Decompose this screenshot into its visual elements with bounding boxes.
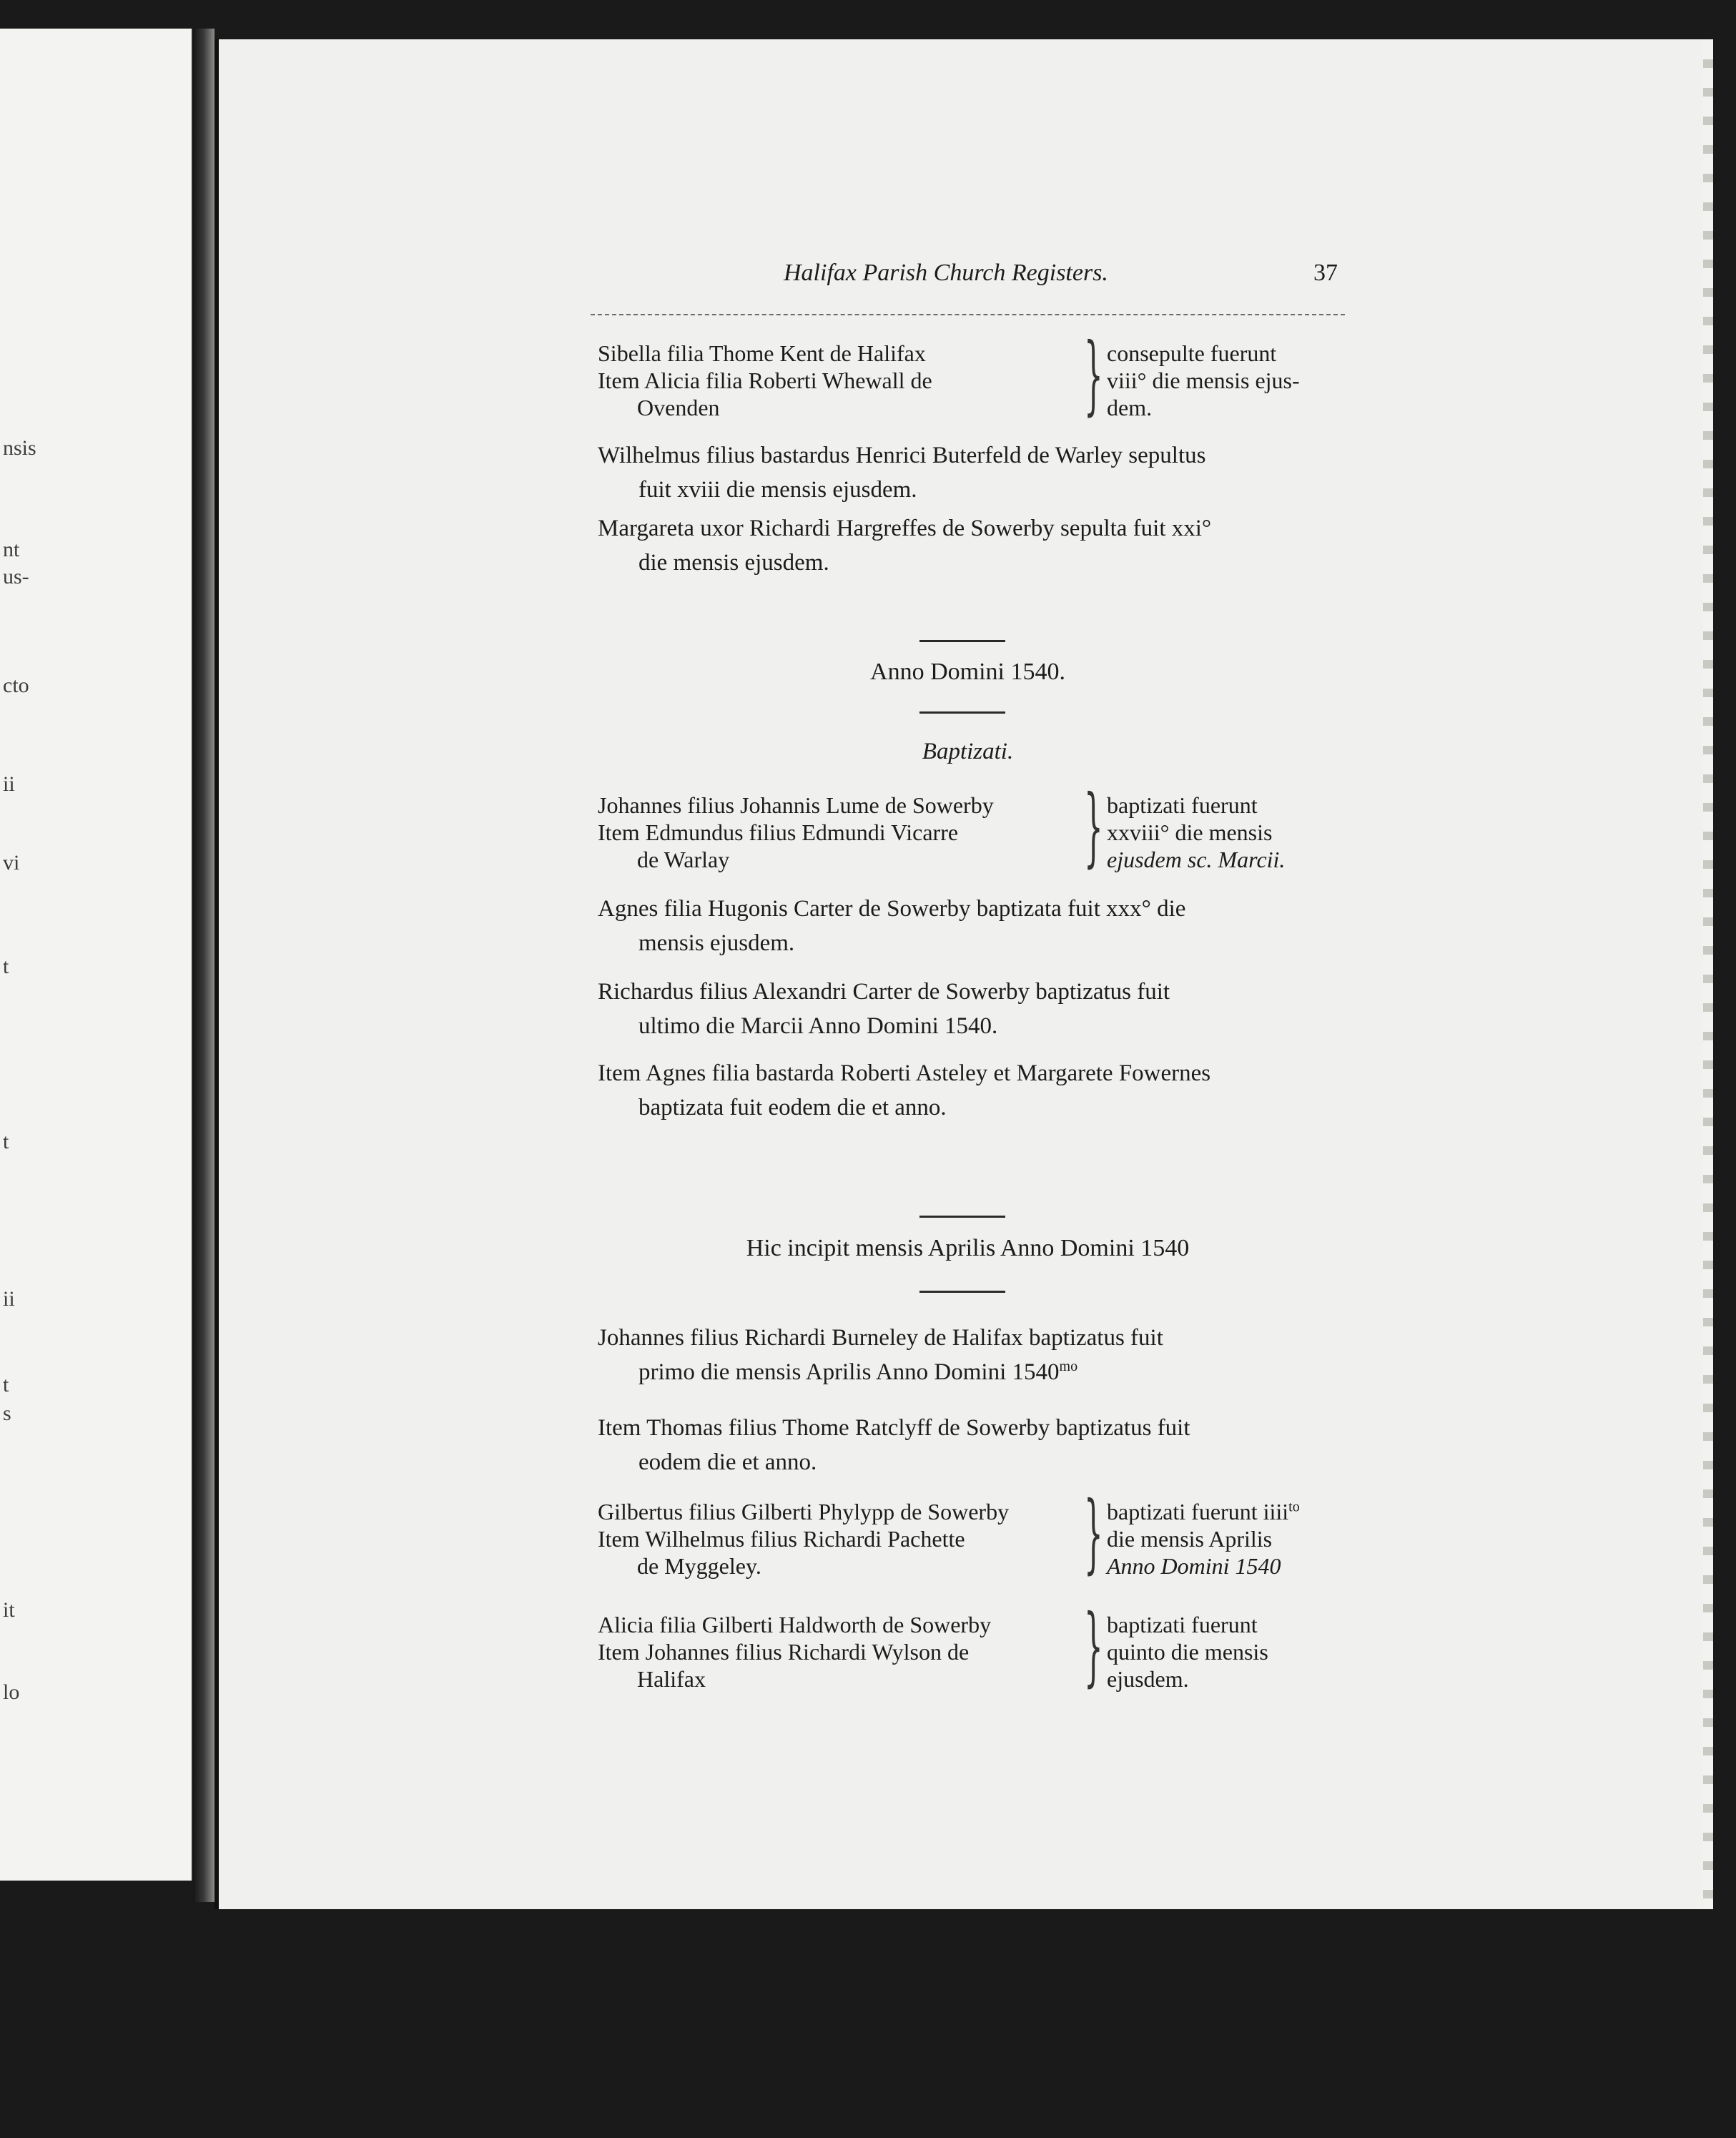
left-page-fragment: vi (3, 851, 20, 875)
register-entry (598, 1321, 1341, 1389)
entry-line: Johannes filius Richardi Burneley de Halifax baptizatus fuit (598, 1325, 1163, 1351)
entry-names (598, 340, 1084, 421)
left-page-fragment: ii (3, 1287, 15, 1311)
entry-verdict (1107, 792, 1345, 873)
verdict-line: Anno Domini 1540 (1107, 1553, 1281, 1579)
entry-line: eodem die et anno. (638, 1449, 817, 1475)
entry-line: Sibella filia Thome Kent de Halifax (598, 340, 926, 366)
left-page-fragment: nt (3, 538, 20, 561)
left-page-fragment: nsis (3, 436, 36, 460)
verdict-line: quinto die mensis (1107, 1639, 1268, 1665)
page-number: 37 (1313, 260, 1338, 286)
running-title: Halifax Parish Church Registers. (784, 260, 1108, 286)
entry-line: Halifax (637, 1666, 706, 1692)
section-rule (919, 711, 1005, 714)
entry-line: Alicia filia Gilberti Haldworth de Sowerby (598, 1612, 992, 1637)
section-rule (919, 1291, 1005, 1293)
verdict-line: viii° die mensis ejus- (1107, 368, 1300, 393)
entry-line: de Myggeley. (637, 1553, 761, 1579)
book-gutter (193, 29, 214, 1902)
register-entry (598, 975, 1341, 1043)
brace-glyph: } (1084, 777, 1103, 877)
entry-line: Item Wilhelmus filius Richardi Pachette (598, 1526, 965, 1552)
entry-line: primo die mensis Aprilis Anno Domini $1540^{mo}$ (638, 1359, 1078, 1385)
entry-line: baptizata fuit eodem die et anno. (638, 1095, 947, 1120)
right-page (214, 39, 1713, 1909)
register-entry (598, 511, 1341, 580)
entry-line: die mensis ejusdem. (638, 550, 829, 576)
entry-verdict (1107, 1611, 1345, 1693)
register-entry (598, 1411, 1341, 1479)
entry-line: Item Johannes filius Richardi Wylson de (598, 1639, 970, 1665)
section-heading: Anno Domini 1540. (870, 659, 1065, 685)
entry-line: de Warlay (637, 847, 730, 872)
verdict-line: ejusdem sc. Marcii. (1107, 847, 1286, 872)
section-heading: Hic incipit mensis Aprilis Anno Domini 1540 (746, 1235, 1190, 1261)
verdict-line: baptizati fuerunt (1107, 1612, 1258, 1637)
entry-line: Item Thomas filius Thome Ratclyff de Sowerby baptizatus fuit (598, 1415, 1190, 1441)
section-rule (919, 1216, 1005, 1218)
left-page-fragment: t (3, 1130, 9, 1153)
entry-line: Item Edmundus filius Edmundi Vicarre (598, 819, 959, 845)
brace-glyph: } (1084, 1484, 1103, 1583)
entry-names (598, 1498, 1084, 1580)
entry-line: Item Alicia filia Roberti Whewall de (598, 368, 932, 393)
verdict-line: die mensis Aprilis (1107, 1526, 1273, 1552)
brace-glyph: } (1084, 325, 1103, 425)
entry-line: Richardus filius Alexandri Carter de Sowerby baptizatus fuit (598, 979, 1170, 1005)
verdict-line: baptizati fuerunt (1107, 792, 1258, 818)
entry-names (598, 1611, 1084, 1693)
entry-line: Johannes filius Johannis Lume de Sowerby (598, 792, 994, 818)
left-page-fragment: cto (3, 674, 29, 697)
verdict-line: consepulte fuerunt (1107, 340, 1277, 366)
entry-verdict (1107, 1498, 1345, 1580)
sub-heading: Baptizati. (922, 739, 1014, 764)
left-page-edge (0, 29, 194, 1881)
entry-line: Item Agnes filia bastarda Roberti Asteley et Margarete Fowernes (598, 1060, 1211, 1086)
entry-line: Wilhelmus filius bastardus Henrici Buterfeld de Warley sepultus (598, 443, 1206, 468)
verdict-line: baptizati fuerunt iiii$^{to}$ (1107, 1499, 1300, 1524)
entry-line: Ovenden (637, 395, 720, 420)
entry-verdict (1107, 340, 1345, 421)
verdict-line: dem. (1107, 395, 1153, 420)
register-entry (598, 892, 1341, 960)
left-page-fragment: us- (3, 565, 29, 588)
brace-glyph: } (1084, 1597, 1103, 1696)
entry-line: Margareta uxor Richardi Hargreffes de Sowerby sepulta fuit xxi° (598, 516, 1212, 541)
entry-line: fuit xviii die mensis ejusdem. (638, 477, 917, 503)
left-page-fragment: ii (3, 772, 15, 796)
left-page-fragment: lo (3, 1680, 20, 1704)
verdict-line: xxviii° die mensis (1107, 819, 1273, 845)
entry-line: ultimo die Marcii Anno Domini 1540. (638, 1013, 998, 1039)
section-rule (919, 640, 1005, 642)
entry-line: Agnes filia Hugonis Carter de Sowerby baptizata fuit xxx° die (598, 896, 1186, 922)
left-page-fragment: t (3, 955, 9, 978)
left-page-fragment: s (3, 1401, 11, 1425)
verdict-line: ejusdem. (1107, 1666, 1189, 1692)
header-rule (591, 314, 1345, 315)
left-page-fragment: it (3, 1598, 15, 1622)
register-entry (598, 1056, 1341, 1125)
entry-line: Gilbertus filius Gilberti Phylypp de Sowerby (598, 1499, 1010, 1524)
register-entry (598, 438, 1341, 507)
left-page-fragment: t (3, 1373, 9, 1396)
entry-names (598, 792, 1084, 873)
entry-line: mensis ejusdem. (638, 930, 795, 956)
